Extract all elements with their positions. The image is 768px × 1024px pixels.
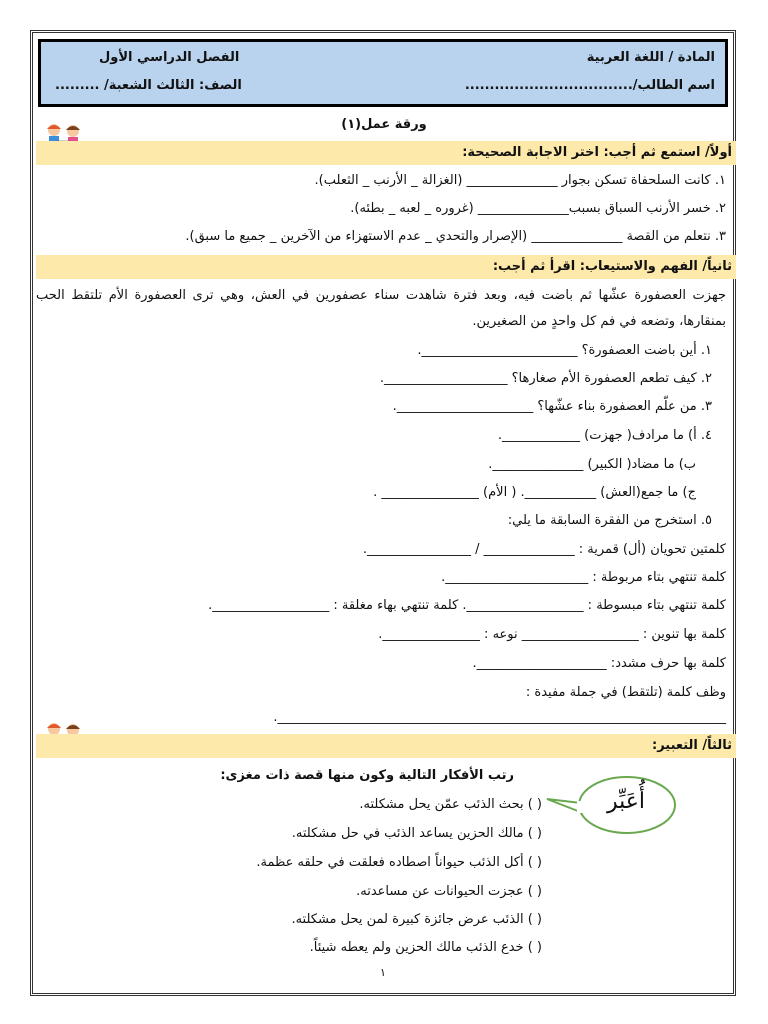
s1-item-1: ١. كانت السلحفاة تسكن بجوار ______________ (الغزالة _ الأرنب _ الثعلب).: [314, 173, 726, 188]
q2: ٢. كيف تطعم العصفورة الأم صغارها؟ ___________________.: [379, 371, 712, 386]
student-name-field[interactable]: اسم الطالب/..................................: [464, 78, 715, 93]
extract-6: وظف كلمة (تلتقط) في جملة مفيدة :: [525, 685, 726, 700]
sentence-answer-line[interactable]: _____________________________________________________________________.: [273, 710, 726, 725]
s1-item-3: ٣. نتعلم من القصة ______________ (الإصرار والتحدي _ عدم الاستهزاء من الآخرين _ جميع ما سبق).: [185, 229, 726, 244]
q1: ١. أين باضت العصفورة؟ ________________________.: [417, 343, 712, 358]
page-number: ١: [380, 966, 386, 979]
story-item-3: ( ) أكل الذئب حيواناً اصطاده فعلقت في حلقه عظمة.: [256, 855, 542, 870]
extract-1: كلمتين تحويان (أل) قمرية : ______________ / ________________.: [362, 542, 726, 557]
section3-title: ثالثاً/ التعبير:: [36, 734, 736, 758]
s1-item-2: ٢. خسر الأرنب السباق بسبب______________ (غروره _ لعبه _ بطئه).: [350, 201, 726, 216]
extract-4: كلمة بها تنوين : __________________ نوعه : _______________.: [378, 627, 726, 642]
section2-title: ثانياً/ الفهم والاستيعاب: اقرأ ثم أجب:: [36, 255, 736, 279]
q3: ٣. من علّم العصفورة بناء عشّها؟ _____________________.: [392, 399, 712, 414]
reading-paragraph: جهزت العصفورة عشّها ثم باضت فيه، وبعد فترة شاهدت سناء عصفورين في العش، وهي ترى العصفورة الأم تلتقط الحب بمنقارها، وتضعه في فم كل واحدٍ من الصغيرين.: [36, 288, 726, 329]
extract-3: كلمة تنتهي بتاء مبسوطة : __________________. كلمة تنتهي بهاء مغلقة : __________________.: [208, 598, 726, 613]
story-item-4: ( ) عجزت الحيوانات عن مساعدته.: [356, 884, 542, 899]
q4c: ج) ما جمع(العش) ___________. ( الأم) _______________ .: [373, 485, 696, 500]
express-speech-bubble: [545, 763, 685, 843]
header-box: [38, 39, 728, 107]
sheet-title: ورقة عمل(١): [341, 117, 427, 132]
bubble-word: أُعَبِّر: [607, 789, 646, 814]
story-item-1: ( ) بحث الذئب عمّن يحل مشكلته.: [359, 797, 542, 812]
story-item-5: ( ) الذئب عرض جائزة كبيرة لمن يحل مشكلته.: [291, 912, 542, 927]
extract-5: كلمة بها حرف مشدد: ____________________.: [472, 656, 726, 671]
section1-title: أولاً/ استمع ثم أجب: اختر الاجابة الصحيحة:: [36, 141, 736, 165]
class-label: الصف: الثالث الشعبة/ .........: [55, 78, 242, 93]
subject-label: المادة / اللغة العربية: [586, 50, 715, 65]
q4b: ب) ما مضاد( الكبير) ______________.: [488, 457, 696, 472]
story-item-2: ( ) مالك الحزين يساعد الذئب في حل مشكلته.: [291, 826, 542, 841]
term-label: الفصل الدراسي الأول: [99, 50, 240, 65]
story-item-6: ( ) خدع الذئب مالك الحزين ولم يعطه شيئاً.: [309, 940, 542, 955]
ordering-instruction: رتب الأفكار التالية وكون منها قصة ذات مغزى:: [220, 768, 514, 783]
q5: ٥. استخرج من الفقرة السابقة ما يلي:: [507, 513, 712, 528]
q4a: ٤. أ) ما مرادف( جهزت) ____________.: [497, 428, 712, 443]
extract-2: كلمة تنتهي بتاء مربوطة : ______________________.: [441, 570, 726, 585]
